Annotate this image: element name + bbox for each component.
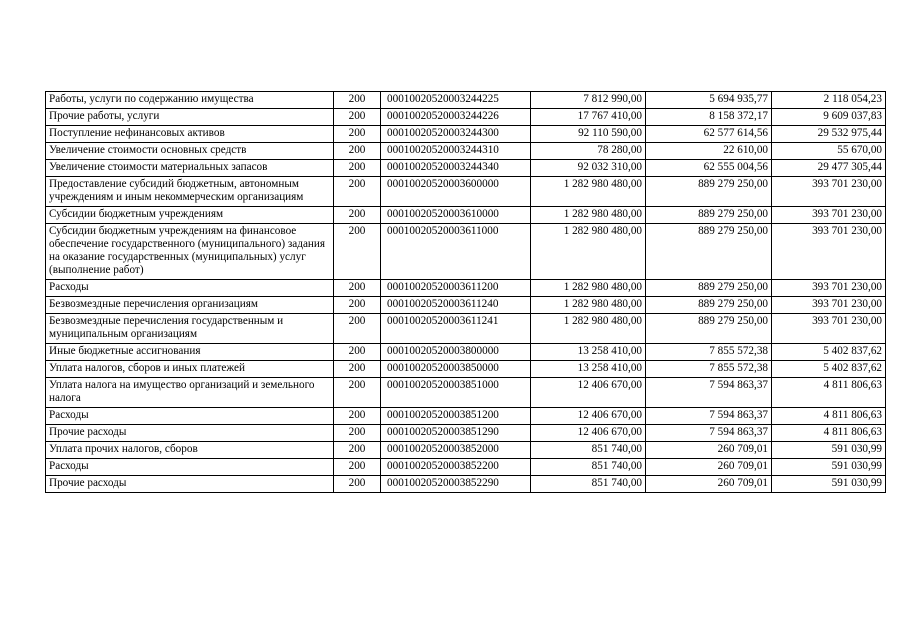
executed-amount-cell: 7 594 863,37	[646, 408, 772, 425]
remaining-amount-cell: 591 030,99	[772, 476, 886, 493]
budget-classification-code-cell: 00010020520003852000	[381, 442, 531, 459]
remaining-amount-cell: 2 118 054,23	[772, 92, 886, 109]
budget-classification-code-cell: 00010020520003611241	[381, 314, 531, 344]
remaining-amount-cell: 393 701 230,00	[772, 314, 886, 344]
budget-classification-code-cell: 00010020520003610000	[381, 207, 531, 224]
budget-execution-table	[45, 91, 886, 493]
remaining-amount-cell: 55 670,00	[772, 143, 886, 160]
table-row	[46, 344, 886, 361]
table-row	[46, 297, 886, 314]
executed-amount-cell: 7 855 572,38	[646, 344, 772, 361]
remaining-amount-cell: 29 532 975,44	[772, 126, 886, 143]
row-name-cell: Прочие расходы	[46, 425, 334, 442]
row-name-cell: Расходы	[46, 408, 334, 425]
approved-amount-cell: 12 406 670,00	[531, 378, 646, 408]
row-name-cell: Уплата налогов, сборов и иных платежей	[46, 361, 334, 378]
line-code-cell: 200	[334, 92, 381, 109]
line-code-cell: 200	[334, 160, 381, 177]
table-row	[46, 109, 886, 126]
row-name-cell: Расходы	[46, 280, 334, 297]
line-code-cell: 200	[334, 207, 381, 224]
table-row	[46, 224, 886, 280]
approved-amount-cell: 851 740,00	[531, 459, 646, 476]
line-code-cell: 200	[334, 378, 381, 408]
budget-classification-code-cell: 00010020520003611240	[381, 297, 531, 314]
line-code-cell: 200	[334, 361, 381, 378]
line-code-cell: 200	[334, 224, 381, 280]
budget-classification-code-cell: 00010020520003244300	[381, 126, 531, 143]
line-code-cell: 200	[334, 425, 381, 442]
approved-amount-cell: 12 406 670,00	[531, 408, 646, 425]
executed-amount-cell: 62 555 004,56	[646, 160, 772, 177]
approved-amount-cell: 1 282 980 480,00	[531, 177, 646, 207]
budget-classification-code-cell: 00010020520003611000	[381, 224, 531, 280]
row-name-cell: Увеличение стоимости основных средств	[46, 143, 334, 160]
budget-classification-code-cell: 00010020520003611200	[381, 280, 531, 297]
table-row	[46, 280, 886, 297]
approved-amount-cell: 7 812 990,00	[531, 92, 646, 109]
row-name-cell: Безвозмездные перечисления организациям	[46, 297, 334, 314]
approved-amount-cell: 17 767 410,00	[531, 109, 646, 126]
row-name-cell: Расходы	[46, 459, 334, 476]
remaining-amount-cell: 591 030,99	[772, 459, 886, 476]
executed-amount-cell: 260 709,01	[646, 476, 772, 493]
executed-amount-cell: 889 279 250,00	[646, 224, 772, 280]
executed-amount-cell: 5 694 935,77	[646, 92, 772, 109]
budget-classification-code-cell: 00010020520003851200	[381, 408, 531, 425]
approved-amount-cell: 851 740,00	[531, 442, 646, 459]
budget-classification-code-cell: 00010020520003244310	[381, 143, 531, 160]
approved-amount-cell: 1 282 980 480,00	[531, 297, 646, 314]
remaining-amount-cell: 393 701 230,00	[772, 177, 886, 207]
budget-classification-code-cell: 00010020520003600000	[381, 177, 531, 207]
remaining-amount-cell: 9 609 037,83	[772, 109, 886, 126]
table-row	[46, 92, 886, 109]
table-row	[46, 408, 886, 425]
approved-amount-cell: 1 282 980 480,00	[531, 314, 646, 344]
executed-amount-cell: 8 158 372,17	[646, 109, 772, 126]
line-code-cell: 200	[334, 459, 381, 476]
executed-amount-cell: 22 610,00	[646, 143, 772, 160]
table-row	[46, 442, 886, 459]
remaining-amount-cell: 29 477 305,44	[772, 160, 886, 177]
line-code-cell: 200	[334, 408, 381, 425]
approved-amount-cell: 1 282 980 480,00	[531, 207, 646, 224]
budget-classification-code-cell: 00010020520003244225	[381, 92, 531, 109]
row-name-cell: Уплата налога на имущество организаций и земельного налога	[46, 378, 334, 408]
remaining-amount-cell: 591 030,99	[772, 442, 886, 459]
executed-amount-cell: 889 279 250,00	[646, 297, 772, 314]
line-code-cell: 200	[334, 314, 381, 344]
remaining-amount-cell: 4 811 806,63	[772, 408, 886, 425]
line-code-cell: 200	[334, 143, 381, 160]
table-row	[46, 314, 886, 344]
row-name-cell: Субсидии бюджетным учреждениям на финансовое обеспечение государственного (муниципального) задания на оказание государственных (муниципальных) услуг (выполнение работ)	[46, 224, 334, 280]
budget-classification-code-cell: 00010020520003852290	[381, 476, 531, 493]
executed-amount-cell: 889 279 250,00	[646, 177, 772, 207]
remaining-amount-cell: 393 701 230,00	[772, 207, 886, 224]
table-row	[46, 425, 886, 442]
remaining-amount-cell: 5 402 837,62	[772, 344, 886, 361]
table-row	[46, 207, 886, 224]
remaining-amount-cell: 4 811 806,63	[772, 425, 886, 442]
approved-amount-cell: 851 740,00	[531, 476, 646, 493]
row-name-cell: Прочие расходы	[46, 476, 334, 493]
line-code-cell: 200	[334, 297, 381, 314]
row-name-cell: Уплата прочих налогов, сборов	[46, 442, 334, 459]
budget-classification-code-cell: 00010020520003800000	[381, 344, 531, 361]
budget-classification-code-cell: 00010020520003244226	[381, 109, 531, 126]
row-name-cell: Прочие работы, услуги	[46, 109, 334, 126]
table-row	[46, 361, 886, 378]
row-name-cell: Субсидии бюджетным учреждениям	[46, 207, 334, 224]
row-name-cell: Предоставление субсидий бюджетным, автономным учреждениям и иным некоммерческим организациям	[46, 177, 334, 207]
budget-classification-code-cell: 00010020520003851290	[381, 425, 531, 442]
approved-amount-cell: 92 110 590,00	[531, 126, 646, 143]
approved-amount-cell: 1 282 980 480,00	[531, 224, 646, 280]
budget-classification-code-cell: 00010020520003852200	[381, 459, 531, 476]
remaining-amount-cell: 5 402 837,62	[772, 361, 886, 378]
executed-amount-cell: 7 855 572,38	[646, 361, 772, 378]
approved-amount-cell: 13 258 410,00	[531, 344, 646, 361]
row-name-cell: Иные бюджетные ассигнования	[46, 344, 334, 361]
table-row	[46, 177, 886, 207]
line-code-cell: 200	[334, 177, 381, 207]
executed-amount-cell: 260 709,01	[646, 459, 772, 476]
budget-classification-code-cell: 00010020520003244340	[381, 160, 531, 177]
line-code-cell: 200	[334, 344, 381, 361]
table-row	[46, 160, 886, 177]
remaining-amount-cell: 393 701 230,00	[772, 280, 886, 297]
approved-amount-cell: 13 258 410,00	[531, 361, 646, 378]
approved-amount-cell: 78 280,00	[531, 143, 646, 160]
line-code-cell: 200	[334, 109, 381, 126]
row-name-cell: Поступление нефинансовых активов	[46, 126, 334, 143]
executed-amount-cell: 889 279 250,00	[646, 314, 772, 344]
executed-amount-cell: 7 594 863,37	[646, 425, 772, 442]
row-name-cell: Работы, услуги по содержанию имущества	[46, 92, 334, 109]
line-code-cell: 200	[334, 126, 381, 143]
table-body	[46, 92, 886, 493]
executed-amount-cell: 260 709,01	[646, 442, 772, 459]
executed-amount-cell: 889 279 250,00	[646, 207, 772, 224]
remaining-amount-cell: 393 701 230,00	[772, 297, 886, 314]
line-code-cell: 200	[334, 280, 381, 297]
approved-amount-cell: 12 406 670,00	[531, 425, 646, 442]
remaining-amount-cell: 393 701 230,00	[772, 224, 886, 280]
executed-amount-cell: 7 594 863,37	[646, 378, 772, 408]
line-code-cell: 200	[334, 442, 381, 459]
remaining-amount-cell: 4 811 806,63	[772, 378, 886, 408]
table-row	[46, 378, 886, 408]
table-row	[46, 126, 886, 143]
row-name-cell: Безвозмездные перечисления государственным и муниципальным организациям	[46, 314, 334, 344]
table-row	[46, 459, 886, 476]
budget-classification-code-cell: 00010020520003851000	[381, 378, 531, 408]
approved-amount-cell: 1 282 980 480,00	[531, 280, 646, 297]
executed-amount-cell: 62 577 614,56	[646, 126, 772, 143]
executed-amount-cell: 889 279 250,00	[646, 280, 772, 297]
table-row	[46, 143, 886, 160]
line-code-cell: 200	[334, 476, 381, 493]
row-name-cell: Увеличение стоимости материальных запасов	[46, 160, 334, 177]
approved-amount-cell: 92 032 310,00	[531, 160, 646, 177]
table-row	[46, 476, 886, 493]
budget-classification-code-cell: 00010020520003850000	[381, 361, 531, 378]
